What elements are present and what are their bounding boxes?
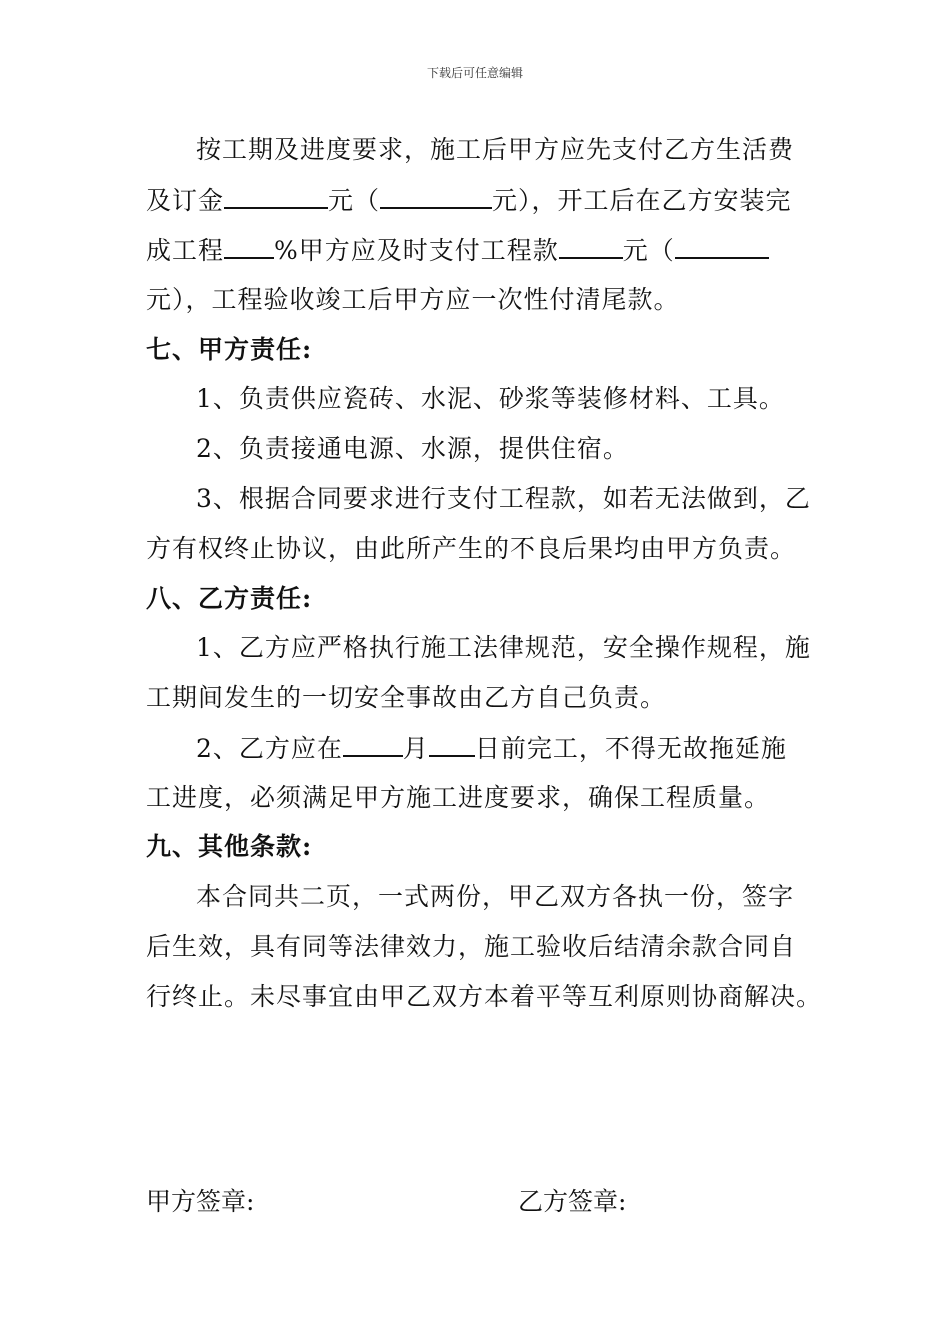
section-7-item: 1、负责供应瓷砖、水泥、砂浆等装修材料、工具。 — [196, 384, 785, 413]
text: 元（ — [328, 186, 381, 215]
payment-line-2 — [146, 185, 792, 216]
payment-line-4: 元），工程验收竣工后甲方应一次性付清尾款。 — [146, 285, 680, 314]
payment-line-3 — [146, 235, 769, 266]
section-7-item: 方有权终止协议，由此所产生的不良后果均由甲方负责。 — [146, 534, 797, 563]
text: 日前完工，不得无故拖延施 — [474, 734, 787, 763]
payment-line-1: 按工期及进度要求，施工后甲方应先支付乙方生活费 — [196, 135, 795, 164]
text: 元），开工后在乙方安装完 — [492, 186, 792, 215]
section-8-item: 1、乙方应严格执行施工法律规范，安全操作规程，施 — [196, 633, 811, 662]
party-b-signature: 乙方签章: — [518, 1187, 627, 1216]
month-blank[interactable] — [343, 733, 403, 757]
text: 2、乙方应在 — [196, 734, 343, 763]
deposit-blank[interactable] — [224, 185, 328, 209]
section-8-item — [196, 733, 787, 764]
amount-blank[interactable] — [559, 235, 623, 259]
section-9-line: 行终止。未尽事宜由甲乙双方本着平等互利原则协商解决。 — [146, 982, 823, 1011]
text: 成工程 — [146, 236, 225, 265]
day-blank[interactable] — [429, 733, 475, 757]
section-9-title: 九、其他条款: — [146, 832, 313, 861]
party-a-signature: 甲方签章: — [146, 1187, 255, 1216]
section-8-item: 工进度，必须满足甲方施工进度要求，确保工程质量。 — [146, 783, 771, 812]
text: 元（ — [622, 236, 675, 265]
page-header: 下载后可任意编辑 — [426, 66, 523, 80]
text: 月 — [402, 734, 429, 763]
section-8-item: 工期间发生的一切安全事故由乙方自己负责。 — [146, 683, 667, 712]
section-8-title: 八、乙方责任: — [146, 584, 313, 613]
percent-blank[interactable] — [224, 235, 274, 259]
section-7-item: 2、负责接通电源、水源，提供住宿。 — [196, 434, 629, 463]
amount-words-blank[interactable] — [675, 235, 769, 259]
text: 及订金 — [146, 186, 225, 215]
section-9-line: 后生效，具有同等法律效力，施工验收后结清余款合同自 — [146, 932, 797, 961]
section-9-line: 本合同共二页，一式两份，甲乙双方各执一份，签字 — [196, 882, 795, 911]
section-7-title: 七、甲方责任: — [146, 335, 313, 364]
deposit-words-blank[interactable] — [380, 185, 492, 209]
section-7-item: 3、根据合同要求进行支付工程款，如若无法做到，乙 — [196, 484, 811, 513]
text: %甲方应及时支付工程款 — [274, 236, 559, 265]
